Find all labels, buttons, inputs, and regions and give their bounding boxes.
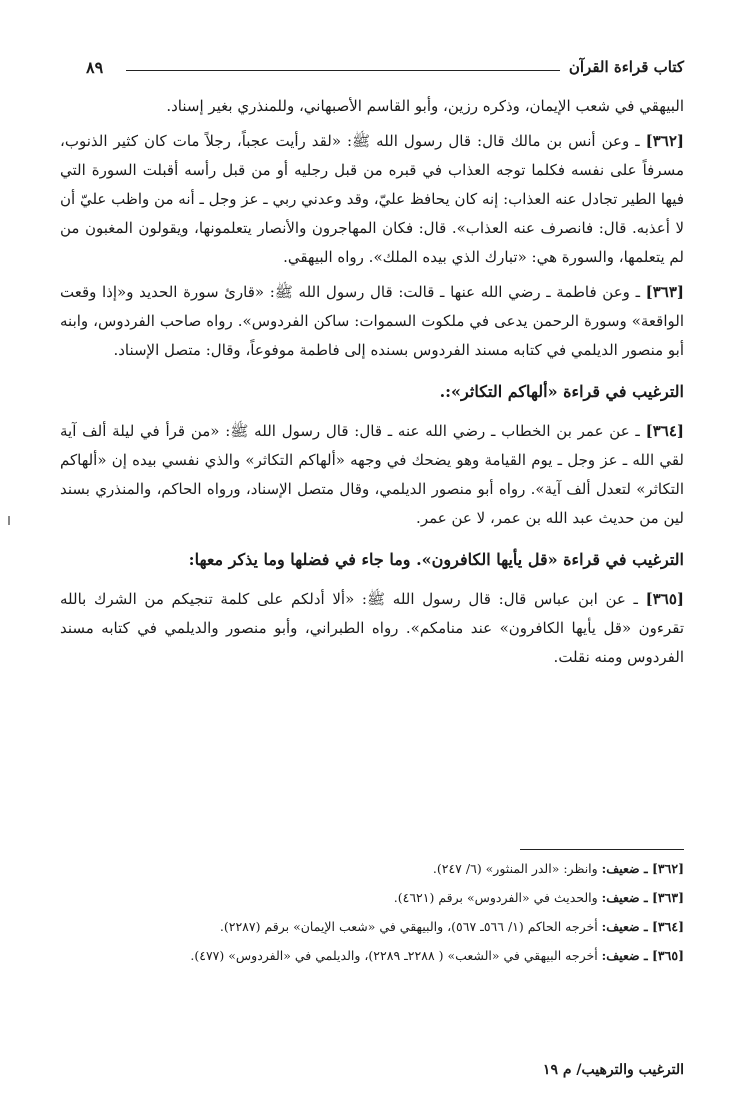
footnote-number: [٣٦٢] [652, 861, 684, 876]
main-text [60, 92, 684, 678]
hadith-text: ـ عن ابن عباس قال: قال رسول الله ﷺ: «ألا أدلكم على كلمة تنجيكم من الشرك بالله تقرءون «قل يأيها الكافرون» عند منامكم». رواه الطبراني، وأبو منصور والديلمي في كتابه مسند الفردوس ومنه نقلت. [60, 590, 684, 666]
signature-line: الترغيب والترهيب/ م ١٩ [542, 1062, 684, 1078]
footnote-grade: ـ ضعيف: [601, 890, 652, 905]
paragraph-continued: البيهقي في شعب الإيمان، وذكره رزين، وأبو القاسم الأصبهاني، وللمنذري بغير إسناد. [166, 97, 684, 115]
footnote-number: [٣٦٥] [652, 948, 684, 963]
footnote-item [60, 856, 684, 881]
chapter-title: كتاب قراءة القرآن [568, 58, 684, 76]
footnote-grade: ـ ضعيف: [601, 861, 652, 876]
footnote-text: والحديث في «الفردوس» برقم (٤٦٢١). [393, 890, 602, 905]
footnote-item [60, 885, 684, 910]
hadith-362 [60, 127, 684, 272]
footnote-item [60, 943, 684, 968]
scan-mark [8, 516, 10, 525]
section-heading: الترغيب في قراءة «ألهاكم التكاثر»:. [439, 382, 684, 401]
hadith-number: [٣٦٣] [645, 283, 684, 301]
hadith-text: ـ وعن فاطمة ـ رضي الله عنها ـ قالت: قال رسول الله ﷺ: «قارئ سورة الحديد و«إذا وقعت الواقعة» وسورة الرحمن يدعى في ملكوت السموات: ساكن الفردوس». رواه صاحب الفردوس، وابنه أبو منصور الديلمي في كتابه مسند الفردوس بسنده إلى فاطمة موفوعاً، وقال: متصل الإسناد. [60, 283, 684, 359]
footnote-grade: ـ ضعيف: [601, 948, 652, 963]
footnote-item [60, 914, 684, 939]
footnotes [60, 856, 684, 972]
page-number: ٨٩ [86, 58, 104, 77]
header-rule [126, 70, 560, 71]
footnote-text: أخرجه البيهقي في «الشعب» ( ٢٢٨٨ـ ٢٢٨٩)، والديلمي في «الفردوس» (٤٧٧). [190, 948, 602, 963]
hadith-365 [60, 585, 684, 672]
running-header [86, 58, 684, 84]
hadith-text: ـ وعن أنس بن مالك قال: قال رسول الله ﷺ: «لقد رأيت عجباً، رجلاً مات كان كثير الذنوب، مسرفاً على نفسه فكلما توجه العذاب في قبره من قبل رجليه أو من قبل رأسه أقبلت السورة التي فيها الطير تجادل عنه العذاب: إنه كان يحافظ عليّ، وقد وعدني ربي ـ عز وجل ـ أنه من واظب عليّ أن لا أعذبه. قال: فانصرف عنه العذاب». قال: فكان المهاجرون والأنصار يتعلمونها، ويقولون المغبون من لم يتعلمها، والسورة هي: «تبارك الذي بيده الملك». رواه البيهقي. [60, 132, 685, 266]
footnote-number: [٣٦٣] [652, 890, 684, 905]
hadith-text: ـ عن عمر بن الخطاب ـ رضي الله عنه ـ قال: قال رسول الله ﷺ: «من قرأ في ليلة ألف آية لقي الله ـ عز وجل ـ يوم القيامة وهو يضحك في وجهه «ألهاكم التكاثر» والذي نفسي بيده إن «ألهاكم التكاثر» لتعدل ألف آية». رواه أبو منصور الديلمي، وقال متصل الإسناد، ورواه الحاكم، والمنذري بسند لين من حديث عبد الله بن عمر، لا عن عمر. [60, 422, 684, 527]
footnote-text: وانظر: «الدر المنثور» (٦/ ٢٤٧). [432, 861, 602, 876]
hadith-364 [60, 417, 684, 533]
hadith-number: [٣٦٥] [645, 590, 684, 608]
footnote-text: أخرجه الحاكم (١/ ٥٦٦ـ ٥٦٧)، والبيهقي في «شعب الإيمان» برقم (٢٢٨٧). [219, 919, 602, 934]
hadith-number: [٣٦٢] [645, 132, 684, 150]
hadith-number: [٣٦٤] [645, 422, 684, 440]
footnote-number: [٣٦٤] [652, 919, 684, 934]
section-heading: الترغيب في قراءة «قل يأيها الكافرون». وما جاء في فضلها وما يذكر معها: [188, 550, 684, 569]
footnote-grade: ـ ضعيف: [601, 919, 652, 934]
hadith-363 [60, 278, 684, 365]
footnote-separator [520, 849, 684, 850]
